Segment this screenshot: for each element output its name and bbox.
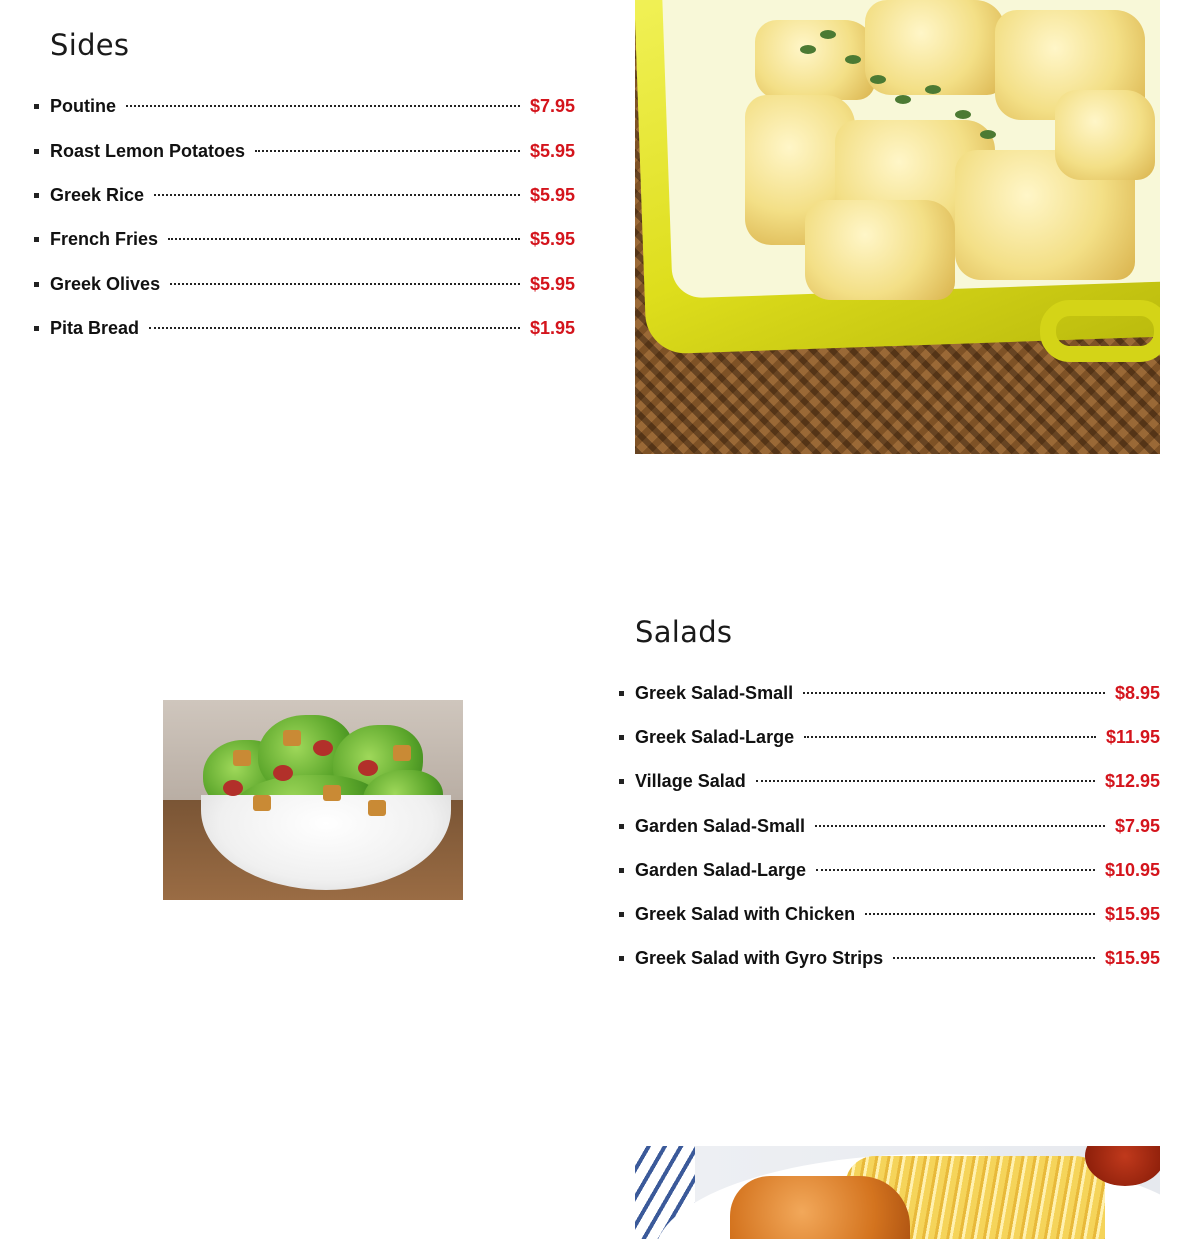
dish-handle xyxy=(1040,300,1160,362)
item-name: Greek Salad with Gyro Strips xyxy=(635,947,884,968)
fried-chicken xyxy=(730,1176,910,1239)
menu-item xyxy=(635,725,1160,749)
dotted-leader xyxy=(756,780,1095,782)
item-name: Greek Rice xyxy=(50,184,145,205)
dotted-leader xyxy=(170,283,520,285)
dotted-leader xyxy=(126,105,520,107)
crouton xyxy=(368,800,386,816)
crouton xyxy=(253,795,271,811)
item-price: $8.95 xyxy=(1114,682,1160,703)
pepperoni-slice xyxy=(313,740,333,756)
crouton xyxy=(393,745,411,761)
item-name: Poutine xyxy=(50,95,116,116)
herb-leaf xyxy=(820,30,836,39)
menu-item xyxy=(50,316,575,340)
pepperoni-slice xyxy=(358,760,378,776)
menu-item xyxy=(50,183,575,207)
item-name: Greek Salad-Small xyxy=(635,682,794,703)
dotted-leader xyxy=(815,825,1105,827)
item-price: $1.95 xyxy=(529,317,575,338)
herb-leaf xyxy=(955,110,971,119)
bullet-icon xyxy=(619,691,624,696)
bullet-icon xyxy=(34,282,39,287)
item-name: Garden Salad-Large xyxy=(635,859,807,880)
item-price: $12.95 xyxy=(1104,770,1160,791)
dotted-leader xyxy=(804,736,1096,738)
menu-item xyxy=(635,814,1160,838)
potato-wedge xyxy=(1055,90,1155,180)
item-name: Village Salad xyxy=(635,770,746,791)
bullet-icon xyxy=(34,237,39,242)
crouton xyxy=(283,730,301,746)
item-name: Roast Lemon Potatoes xyxy=(50,140,246,161)
white-bowl xyxy=(201,795,451,890)
herb-leaf xyxy=(895,95,911,104)
crouton xyxy=(323,785,341,801)
menu-item xyxy=(635,902,1160,926)
bullet-icon xyxy=(34,149,39,154)
dotted-leader xyxy=(865,913,1095,915)
herb-leaf xyxy=(800,45,816,54)
dotted-leader xyxy=(816,869,1095,871)
item-price: $10.95 xyxy=(1104,859,1160,880)
pepperoni-slice xyxy=(223,780,243,796)
item-name: Garden Salad-Small xyxy=(635,815,806,836)
salad-bowl-photo xyxy=(163,700,463,900)
chicken-fries-photo xyxy=(635,1146,1160,1239)
bullet-icon xyxy=(34,193,39,198)
herb-leaf xyxy=(870,75,886,84)
item-price: $5.95 xyxy=(529,140,575,161)
item-name: Greek Salad-Large xyxy=(635,726,795,747)
menu-item xyxy=(50,139,575,163)
item-price: $7.95 xyxy=(1114,815,1160,836)
bullet-icon xyxy=(619,779,624,784)
potato-wedge xyxy=(865,0,1005,95)
sides-title: Sides xyxy=(50,28,130,62)
pepperoni-slice xyxy=(273,765,293,781)
item-price: $7.95 xyxy=(529,95,575,116)
item-price: $5.95 xyxy=(529,184,575,205)
item-name: French Fries xyxy=(50,228,159,249)
dotted-leader xyxy=(255,150,520,152)
item-name: Pita Bread xyxy=(50,317,140,338)
herb-leaf xyxy=(980,130,996,139)
item-price: $15.95 xyxy=(1104,903,1160,924)
menu-item xyxy=(635,769,1160,793)
herb-leaf xyxy=(925,85,941,94)
menu-item xyxy=(50,94,575,118)
sides-menu-list xyxy=(50,94,575,354)
herb-leaf xyxy=(845,55,861,64)
potato-wedge xyxy=(805,200,955,300)
item-price: $15.95 xyxy=(1104,947,1160,968)
menu-item xyxy=(635,858,1160,882)
item-price: $5.95 xyxy=(529,228,575,249)
item-name: Greek Salad with Chicken xyxy=(635,903,856,924)
dotted-leader xyxy=(154,194,520,196)
menu-item xyxy=(635,681,1160,705)
crouton xyxy=(233,750,251,766)
bullet-icon xyxy=(619,912,624,917)
bullet-icon xyxy=(619,868,624,873)
dotted-leader xyxy=(149,327,520,329)
item-price: $5.95 xyxy=(529,273,575,294)
bullet-icon xyxy=(34,104,39,109)
bullet-icon xyxy=(619,735,624,740)
bullet-icon xyxy=(619,956,624,961)
salads-title: Salads xyxy=(635,615,733,649)
dotted-leader xyxy=(168,238,520,240)
bullet-icon xyxy=(619,824,624,829)
roast-potatoes-photo xyxy=(635,0,1160,454)
menu-item xyxy=(50,272,575,296)
menu-item xyxy=(635,946,1160,970)
dotted-leader xyxy=(803,692,1105,694)
bullet-icon xyxy=(34,326,39,331)
salads-menu-list xyxy=(635,681,1160,981)
menu-item xyxy=(50,227,575,251)
dotted-leader xyxy=(893,957,1095,959)
item-name: Greek Olives xyxy=(50,273,161,294)
item-price: $11.95 xyxy=(1105,726,1160,747)
